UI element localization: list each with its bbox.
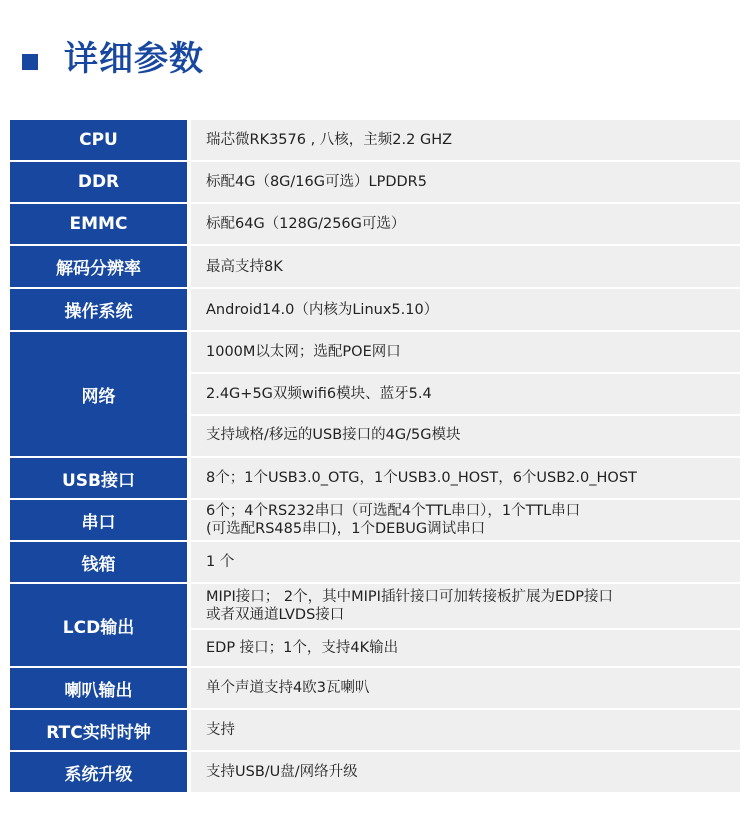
spec-label: 钱箱: [10, 542, 187, 582]
section-header: [22, 30, 204, 80]
spec-values: [191, 289, 740, 330]
spec-value-text: Android14.0（内核为Linux5.10）: [206, 301, 439, 318]
spec-value-text: 6个；4个RS232串口（可选配4个TTL串口），1个TTL串口: [206, 503, 581, 519]
spec-values: [191, 246, 740, 287]
spec-value-cell: [191, 584, 740, 628]
spec-value-cell: [191, 628, 740, 666]
spec-table: [10, 120, 740, 794]
spec-value-text: EDP 接口；1个，支持4K输出: [206, 640, 399, 656]
spec-values: [191, 710, 740, 750]
spec-value-text: 瑞芯微RK3576 , 八核，主频2.2 GHZ: [206, 132, 453, 148]
spec-value-text: 支持: [206, 722, 235, 738]
spec-values: [191, 120, 740, 160]
spec-value-text: 或者双通道LVDS接口: [206, 607, 345, 623]
spec-label: 喇叭输出: [10, 668, 187, 708]
spec-label: DDR: [10, 162, 187, 202]
spec-row: [10, 162, 740, 204]
spec-value-text: MIPI接口； 2个，其中MIPI插针接口可加转接板扩展为EDP接口: [206, 589, 614, 605]
spec-row: [10, 710, 740, 752]
spec-row: [10, 500, 740, 542]
spec-row: [10, 752, 740, 794]
spec-values: [191, 668, 740, 708]
spec-label: 解码分辨率: [10, 246, 187, 287]
spec-value-text: 最高支持8K: [206, 258, 283, 275]
spec-value-cell: [191, 289, 740, 330]
spec-value-cell: [191, 372, 740, 414]
spec-values: [191, 332, 740, 456]
spec-value-text: 支持USB/U盘/网络升级: [206, 764, 358, 780]
spec-values: [191, 500, 740, 540]
spec-label: LCD输出: [10, 584, 187, 666]
spec-value-cell: [191, 752, 740, 792]
spec-row: [10, 668, 740, 710]
spec-row: [10, 542, 740, 584]
spec-value-cell: [191, 542, 740, 582]
spec-value-cell: [191, 500, 740, 540]
bullet-square-icon: [22, 54, 38, 70]
spec-value-text: 8个；1个USB3.0_OTG，1个USB3.0_HOST，6个USB2.0_HOST: [206, 470, 637, 486]
spec-label: 系统升级: [10, 752, 187, 792]
spec-values: [191, 458, 740, 498]
spec-value-text: 1000M以太网；选配POE网口: [206, 344, 401, 360]
spec-value-cell: [191, 458, 740, 498]
spec-value-cell: [191, 162, 740, 202]
spec-values: [191, 584, 740, 666]
spec-value-cell: [191, 120, 740, 160]
spec-value-cell: [191, 204, 740, 244]
spec-values: [191, 542, 740, 582]
spec-value-cell: [191, 246, 740, 287]
spec-value-text: 标配64G（128G/256G可选）: [206, 216, 406, 232]
spec-label: CPU: [10, 120, 187, 160]
spec-value-text: 支持域格/移远的USB接口的4G/5G模块: [206, 427, 461, 443]
spec-row: [10, 289, 740, 332]
spec-row: [10, 332, 740, 458]
spec-row: [10, 120, 740, 162]
spec-values: [191, 752, 740, 792]
spec-row: [10, 584, 740, 668]
spec-row: [10, 458, 740, 500]
spec-value-cell: [191, 668, 740, 708]
spec-label: 网络: [10, 332, 187, 456]
spec-label: USB接口: [10, 458, 187, 498]
spec-values: [191, 204, 740, 244]
spec-value-cell: [191, 332, 740, 372]
spec-value-cell: [191, 414, 740, 454]
spec-value-text: (可选配RS485串口)，1个DEBUG调试串口: [206, 521, 486, 537]
spec-row: [10, 246, 740, 289]
spec-value-cell: [191, 710, 740, 750]
spec-row: [10, 204, 740, 246]
spec-label: RTC实时时钟: [10, 710, 187, 750]
page-title: 详细参数: [64, 38, 204, 79]
spec-value-text: 1 个: [206, 554, 235, 570]
spec-label: 操作系统: [10, 289, 187, 330]
spec-label: EMMC: [10, 204, 187, 244]
spec-value-text: 标配4G（8G/16G可选）LPDDR5: [206, 174, 427, 190]
spec-value-text: 2.4G+5G双频wifi6模块、蓝牙5.4: [206, 386, 432, 402]
spec-value-text: 单个声道支持4欧3瓦喇叭: [206, 680, 370, 696]
spec-label: 串口: [10, 500, 187, 540]
spec-values: [191, 162, 740, 202]
